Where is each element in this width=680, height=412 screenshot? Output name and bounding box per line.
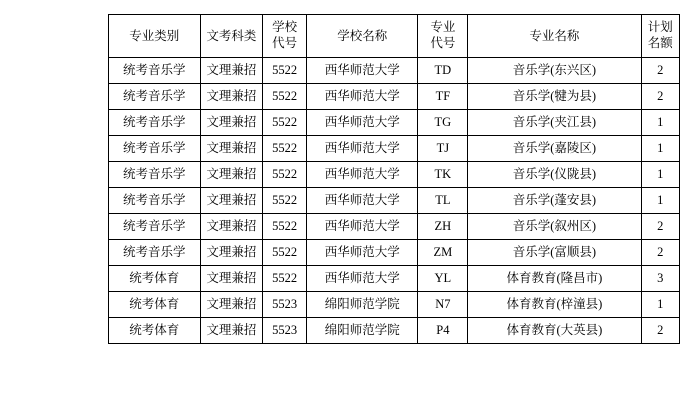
cell-category: 统考音乐学 — [109, 214, 201, 240]
cell-school-name: 西华师范大学 — [307, 214, 418, 240]
cell-subject: 文理兼招 — [200, 266, 262, 292]
table-row — [109, 162, 680, 188]
cell-quota: 1 — [641, 110, 679, 136]
cell-major-code: ZM — [418, 240, 468, 266]
cell-school-name: 西华师范大学 — [307, 84, 418, 110]
table-row — [109, 292, 680, 318]
cell-category: 统考音乐学 — [109, 162, 201, 188]
cell-subject: 文理兼招 — [200, 292, 262, 318]
cell-school-name: 西华师范大学 — [307, 188, 418, 214]
cell-subject: 文理兼招 — [200, 84, 262, 110]
cell-major-code: ZH — [418, 214, 468, 240]
table-body — [109, 58, 680, 344]
major-plan-table — [108, 14, 680, 344]
cell-major-name: 音乐学(嘉陵区) — [468, 136, 641, 162]
cell-category: 统考音乐学 — [109, 240, 201, 266]
column-header-major-code-line1: 专业 — [430, 20, 456, 35]
cell-major-code: TJ — [418, 136, 468, 162]
cell-category: 统考音乐学 — [109, 188, 201, 214]
cell-school-name: 西华师范大学 — [307, 58, 418, 84]
cell-subject: 文理兼招 — [200, 162, 262, 188]
cell-school-code: 5522 — [263, 214, 307, 240]
major-plan-table-container — [108, 14, 680, 344]
cell-category: 统考体育 — [109, 266, 201, 292]
column-header-major-code-line2: 代号 — [430, 36, 456, 50]
table-header-row — [109, 15, 680, 58]
cell-category: 统考音乐学 — [109, 58, 201, 84]
column-header-major-name: 专业名称 — [468, 15, 641, 58]
column-header-category: 专业类别 — [109, 15, 201, 58]
cell-school-code: 5522 — [263, 162, 307, 188]
cell-major-code: TG — [418, 110, 468, 136]
cell-category: 统考体育 — [109, 318, 201, 344]
cell-school-code: 5523 — [263, 292, 307, 318]
cell-major-name: 音乐学(犍为县) — [468, 84, 641, 110]
cell-quota: 1 — [641, 292, 679, 318]
cell-major-name: 音乐学(夹江县) — [468, 110, 641, 136]
cell-school-code: 5522 — [263, 58, 307, 84]
cell-major-code: P4 — [418, 318, 468, 344]
cell-school-code: 5522 — [263, 188, 307, 214]
cell-school-code: 5522 — [263, 110, 307, 136]
cell-quota: 2 — [641, 214, 679, 240]
column-header-school-code-line2: 代号 — [272, 36, 298, 50]
cell-major-code: TK — [418, 162, 468, 188]
column-header-subject: 文考科类 — [200, 15, 262, 58]
cell-subject: 文理兼招 — [200, 110, 262, 136]
column-header-school-code — [263, 15, 307, 58]
table-row — [109, 318, 680, 344]
table-row — [109, 214, 680, 240]
cell-major-code: TL — [418, 188, 468, 214]
cell-school-code: 5522 — [263, 84, 307, 110]
cell-school-code: 5523 — [263, 318, 307, 344]
cell-subject: 文理兼招 — [200, 136, 262, 162]
table-row — [109, 136, 680, 162]
cell-school-name: 西华师范大学 — [307, 110, 418, 136]
cell-quota: 2 — [641, 58, 679, 84]
cell-major-code: N7 — [418, 292, 468, 318]
cell-subject: 文理兼招 — [200, 58, 262, 84]
cell-subject: 文理兼招 — [200, 214, 262, 240]
cell-school-name: 西华师范大学 — [307, 266, 418, 292]
cell-major-code: TF — [418, 84, 468, 110]
cell-category: 统考音乐学 — [109, 84, 201, 110]
cell-major-name: 音乐学(富顺县) — [468, 240, 641, 266]
cell-major-name: 音乐学(叙州区) — [468, 214, 641, 240]
cell-school-code: 5522 — [263, 136, 307, 162]
cell-subject: 文理兼招 — [200, 318, 262, 344]
cell-major-name: 音乐学(蓬安县) — [468, 188, 641, 214]
cell-major-code: YL — [418, 266, 468, 292]
column-header-quota-line2: 名额 — [647, 36, 673, 50]
cell-school-code: 5522 — [263, 240, 307, 266]
table-row — [109, 240, 680, 266]
cell-quota: 2 — [641, 240, 679, 266]
table-row — [109, 266, 680, 292]
column-header-school-code-line1: 学校 — [272, 20, 298, 35]
cell-category: 统考体育 — [109, 292, 201, 318]
cell-school-name: 西华师范大学 — [307, 162, 418, 188]
table-row — [109, 188, 680, 214]
cell-school-name: 西华师范大学 — [307, 240, 418, 266]
cell-subject: 文理兼招 — [200, 188, 262, 214]
table-row — [109, 110, 680, 136]
column-header-quota-line1: 计划 — [647, 20, 673, 35]
cell-category: 统考音乐学 — [109, 136, 201, 162]
cell-major-code: TD — [418, 58, 468, 84]
table-row — [109, 84, 680, 110]
cell-quota: 2 — [641, 318, 679, 344]
cell-major-name: 体育教育(大英县) — [468, 318, 641, 344]
cell-school-name: 西华师范大学 — [307, 136, 418, 162]
table-header — [109, 15, 680, 58]
column-header-major-code — [418, 15, 468, 58]
cell-quota: 1 — [641, 188, 679, 214]
cell-major-name: 体育教育(隆昌市) — [468, 266, 641, 292]
cell-school-name: 绵阳师范学院 — [307, 292, 418, 318]
cell-school-name: 绵阳师范学院 — [307, 318, 418, 344]
cell-quota: 1 — [641, 162, 679, 188]
cell-major-name: 音乐学(仪陇县) — [468, 162, 641, 188]
column-header-school-name: 学校名称 — [307, 15, 418, 58]
cell-subject: 文理兼招 — [200, 240, 262, 266]
cell-school-code: 5522 — [263, 266, 307, 292]
table-row — [109, 58, 680, 84]
cell-quota: 3 — [641, 266, 679, 292]
cell-quota: 1 — [641, 136, 679, 162]
cell-quota: 2 — [641, 84, 679, 110]
column-header-quota — [641, 15, 679, 58]
cell-major-name: 音乐学(东兴区) — [468, 58, 641, 84]
cell-category: 统考音乐学 — [109, 110, 201, 136]
cell-major-name: 体育教育(梓潼县) — [468, 292, 641, 318]
